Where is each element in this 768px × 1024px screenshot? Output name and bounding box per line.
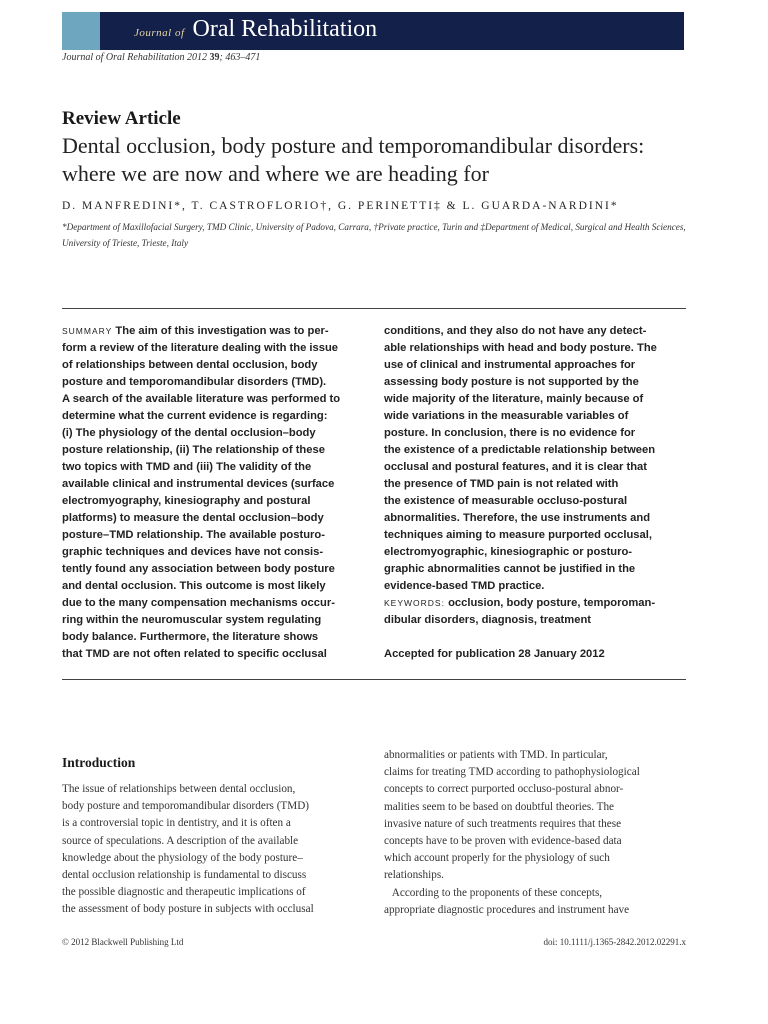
body-line: source of speculations. A description of the available bbox=[62, 834, 299, 847]
body-right-column bbox=[384, 747, 686, 919]
abstract-line: platforms) to measure the dental occlusion–body bbox=[62, 512, 324, 524]
summary-label: SUMMARY bbox=[62, 326, 113, 336]
citation-line bbox=[62, 52, 260, 63]
citation-journal: Journal of Oral Rehabilitation bbox=[62, 52, 185, 63]
abstract-line: posture–TMD relationship. The available posturo- bbox=[62, 529, 325, 541]
keywords-line: dibular disorders, diagnosis, treatment bbox=[384, 614, 592, 626]
body-line: claims for treating TMD according to pathophysiological bbox=[384, 766, 640, 779]
abstract-line: use of clinical and instrumental approaches for bbox=[384, 359, 636, 371]
header-accent-block bbox=[62, 12, 100, 50]
abstract-line: posture and temporomandibular disorders (TMD). bbox=[62, 376, 327, 388]
author-list: D. MANFREDINI*, T. CASTROFLORIO†, G. PERINETTI‡ & L. GUARDA-NARDINI* bbox=[62, 200, 619, 212]
abstract-line: ring within the neuromuscular system regulating bbox=[62, 614, 322, 626]
abstract-top-rule bbox=[62, 308, 686, 309]
keywords-label: KEYWORDS: bbox=[384, 598, 445, 608]
abstract-line bbox=[62, 323, 364, 340]
abstract-line: electromyographic, kinesiographic or posturo- bbox=[384, 546, 633, 558]
abstract-line: graphic abnormalities cannot be justified in the bbox=[384, 563, 636, 575]
abstract-line: abnormalities. Therefore, the use instruments and bbox=[384, 512, 651, 524]
body-line: relationships. bbox=[384, 869, 444, 882]
body-line: concepts to correct purported occluso-postural abnor- bbox=[384, 783, 624, 796]
author-affiliations: *Department of Maxillofacial Surgery, TMD Clinic, University of Padova, Carrara, †Private practice, Turin and ‡Department of Medical, Surgical and Health Sciences, University of Trieste, Trieste, Italy bbox=[62, 222, 686, 248]
body-line: is a controversial topic in dentistry, and it is often a bbox=[62, 817, 291, 830]
abstract-line: the existence of measurable occluso-postural bbox=[384, 495, 628, 507]
abstract-line: of relationships between dental occlusion, body bbox=[62, 359, 318, 371]
abstract-line: form a review of the literature dealing with the issue bbox=[62, 342, 339, 354]
abstract-line: posture. In conclusion, there is no evidence for bbox=[384, 427, 636, 439]
abstract-line: due to the many compensation mechanisms occur- bbox=[62, 597, 335, 609]
abstract-right-column bbox=[384, 323, 686, 629]
journal-logo bbox=[134, 16, 377, 43]
abstract-line: evidence-based TMD practice. bbox=[384, 580, 545, 592]
abstract-line: determine what the current evidence is regarding: bbox=[62, 410, 328, 422]
body-line: malities seem to be based on doubtful theories. The bbox=[384, 800, 615, 813]
abstract-left-column bbox=[62, 323, 364, 663]
abstract-line: the existence of a predictable relationship between bbox=[384, 444, 656, 456]
abstract-line: wide majority of the literature, mainly because of bbox=[384, 393, 644, 405]
abstract-line: graphic techniques and devices have not consis- bbox=[62, 546, 324, 558]
body-line: concepts have to be proven with evidence-based data bbox=[384, 834, 622, 847]
keywords-text: occlusion, body posture, temporoman- bbox=[448, 597, 656, 609]
citation-pages: ; 463–471 bbox=[219, 52, 261, 63]
abstract-line: able relationships with head and body posture. The bbox=[384, 342, 657, 354]
accepted-date: Accepted for publication 28 January 2012 bbox=[384, 648, 605, 660]
body-line: According to the proponents of these concepts, bbox=[384, 886, 603, 899]
abstract-line: body balance. Furthermore, the literature shows bbox=[62, 631, 319, 643]
body-line: the possible diagnostic and therapeutic implications of bbox=[62, 886, 306, 899]
doi-link[interactable]: doi: 10.1111/j.1365-2842.2012.02291.x bbox=[543, 937, 686, 947]
abstract-line: electromyography, kinesiography and postural bbox=[62, 495, 311, 507]
article-type: Review Article bbox=[62, 108, 181, 129]
abstract-bottom-rule bbox=[62, 679, 686, 680]
abstract-text: The aim of this investigation was to per- bbox=[115, 325, 329, 337]
abstract-line: A search of the available literature was performed to bbox=[62, 393, 341, 405]
body-line: knowledge about the physiology of the body posture– bbox=[62, 851, 303, 864]
abstract-line: the presence of TMD pain is not related with bbox=[384, 478, 619, 490]
section-heading-introduction: Introduction bbox=[62, 755, 136, 770]
abstract-line: conditions, and they also do not have any detect- bbox=[384, 325, 647, 337]
body-line: body posture and temporomandibular disorders (TMD) bbox=[62, 800, 310, 813]
abstract-line: available clinical and instrumental devices (surface bbox=[62, 478, 335, 490]
abstract-line: (i) The physiology of the dental occlusion–body bbox=[62, 427, 316, 439]
abstract-line: tently found any association between body posture bbox=[62, 563, 335, 575]
abstract-line: occlusal and postural features, and it is clear that bbox=[384, 461, 647, 473]
abstract-line: assessing body posture is not supported by the bbox=[384, 376, 639, 388]
abstract-line: wide variations in the measurable variables of bbox=[384, 410, 629, 422]
body-line: The issue of relationships between dental occlusion, bbox=[62, 783, 296, 795]
keywords-line bbox=[384, 595, 686, 612]
abstract-line: posture relationship, (ii) The relationship of these bbox=[62, 444, 325, 456]
abstract-line: techniques aiming to measure purported occlusal, bbox=[384, 529, 652, 541]
citation-volume: 39 bbox=[209, 52, 220, 63]
citation-year: 2012 bbox=[187, 52, 207, 63]
article-title: Dental occlusion, body posture and temporomandibular disorders: where we are now and where we are heading for bbox=[62, 133, 645, 186]
body-line: dental occlusion relationship is fundamental to discuss bbox=[62, 868, 307, 881]
abstract-line: that TMD are not often related to specific occlusal bbox=[62, 648, 327, 660]
journal-header-band bbox=[62, 12, 684, 50]
abstract-line: two topics with TMD and (iii) The validity of the bbox=[62, 461, 312, 473]
body-left-column bbox=[62, 781, 364, 919]
copyright-notice: © 2012 Blackwell Publishing Ltd bbox=[62, 937, 184, 947]
body-line: invasive nature of such treatments requires that these bbox=[384, 817, 622, 830]
body-line: abnormalities or patients with TMD. In particular, bbox=[384, 749, 608, 761]
journal-logo-prefix: Journal of bbox=[134, 27, 185, 39]
abstract-line: and dental occlusion. This outcome is most likely bbox=[62, 580, 326, 592]
body-line: the assessment of body posture in subjects with occlusal bbox=[62, 903, 314, 916]
body-line: which account properly for the physiology of such bbox=[384, 852, 610, 865]
journal-logo-name: Oral Rehabilitation bbox=[192, 16, 378, 42]
body-line: appropriate diagnostic procedures and instrument have bbox=[384, 903, 630, 916]
